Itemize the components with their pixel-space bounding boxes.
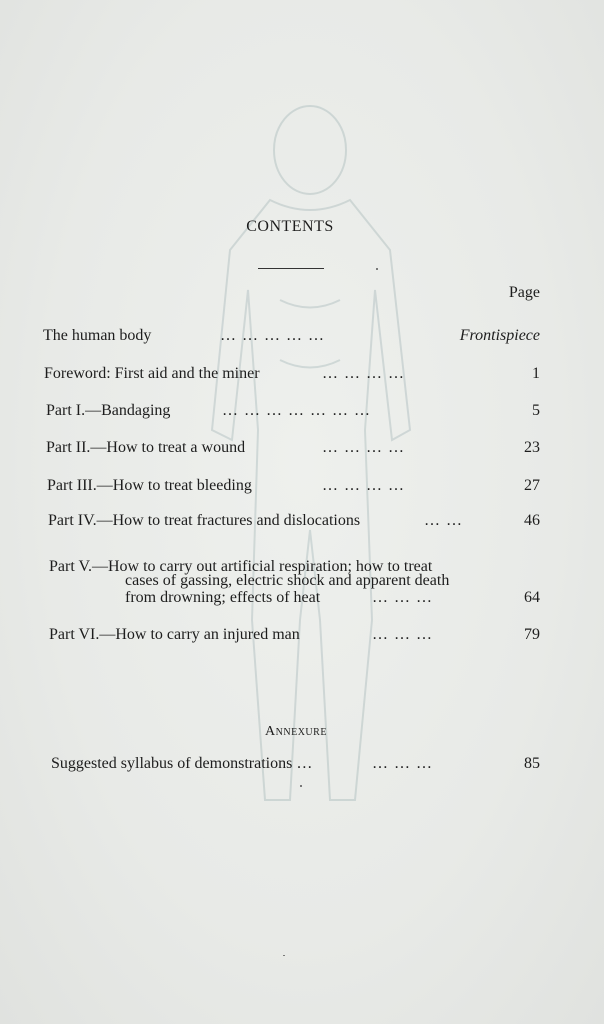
toc-entry-page: 27: [524, 477, 540, 494]
toc-leader-dots: … … … … …: [220, 327, 325, 344]
toc-entry-continuation: from drowning; effects of heat: [125, 589, 321, 606]
toc-entry-label: Part III.—How to treat bleeding: [47, 477, 252, 494]
toc-entry-label: Part V.—How to carry out artificial respiration; how to treat: [49, 558, 433, 575]
contents-title: CONTENTS: [246, 218, 334, 235]
toc-leader-dots: … … …: [372, 626, 433, 643]
toc-entry-page: Frontispiece: [459, 327, 540, 344]
toc-leader-dots: … … … …: [322, 365, 405, 382]
toc-leader-dots: … … …: [372, 589, 433, 606]
toc-entry-page: 64: [524, 589, 540, 606]
toc-leader-dots: … … … … … … …: [222, 402, 371, 419]
toc-entry-page: 79: [524, 626, 540, 643]
toc-leader-dots: … … … …: [322, 477, 405, 494]
toc-entry-label: Part IV.—How to treat fractures and dislocations: [48, 512, 361, 529]
annexure-heading: Annexure: [265, 724, 327, 739]
toc-leader-dots: … … …: [372, 755, 433, 772]
annexure-entry-page: 85: [524, 755, 540, 772]
toc-entry-label: Part VI.—How to carry an injured man: [49, 626, 300, 643]
page-column-heading: Page: [508, 284, 540, 301]
paper-speck: [283, 955, 285, 956]
toc-entry-label: The human body: [43, 327, 152, 344]
paper-speck: [300, 785, 302, 787]
annexure-entry-label: Suggested syllabus of demonstrations …: [51, 755, 313, 772]
toc-entry-label: Part II.—How to treat a wound: [46, 439, 246, 456]
toc-entry-page: 1: [532, 365, 540, 382]
title-rule: [258, 268, 324, 269]
toc-entry-continuation: cases of gassing, electric shock and apparent death: [125, 572, 450, 589]
toc-leader-dots: … … … …: [322, 439, 405, 456]
toc-entry-page: 46: [524, 512, 540, 529]
toc-entry-label: Part I.—Bandaging: [46, 402, 171, 419]
toc-entry-page: 5: [532, 402, 540, 419]
paper-speck: [376, 268, 378, 270]
toc-leader-dots: … …: [424, 512, 463, 529]
toc-entry-page: 23: [524, 439, 540, 456]
toc-entry-label: Foreword: First aid and the miner: [44, 365, 260, 382]
